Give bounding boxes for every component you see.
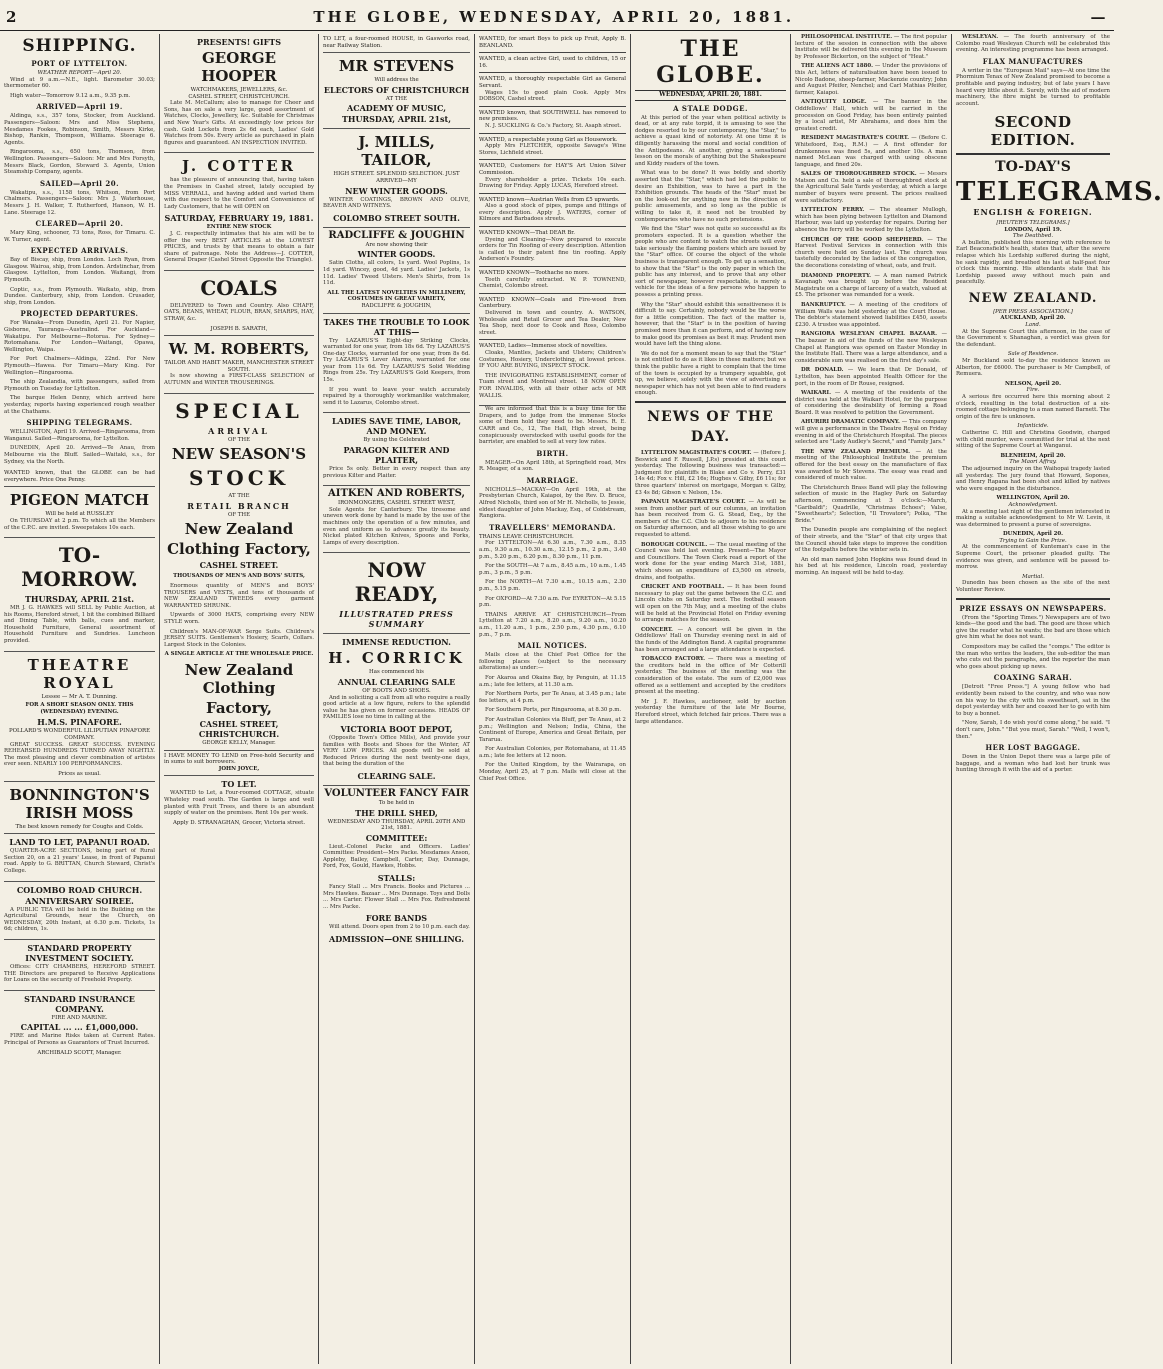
nelson-date: NELSON, April 20. [1005, 380, 1061, 387]
sarath-name: JOSEPH B. SARATH, [210, 325, 268, 332]
weather-line: WEATHER REPORT—April 20. [37, 70, 122, 76]
costumes: COSTUMES IN GREAT VARIETY, [347, 296, 446, 303]
trains-heading: TRAINS LEAVE CHRISTCHURCH. [479, 533, 574, 540]
pinafore-title: H.M.S. PINAFORE. [37, 717, 122, 728]
newspaper-title: THE GLOBE, WEDNESDAY, APRIL 20, 1881. [313, 8, 795, 26]
bonnington-sub: The best known remedy for Coughs and Colds. [15, 823, 144, 830]
volunteer-fair-ad: VOLUNTEER FANCY FAIR To be held in THE DRILL SHED, WEDNESDAY AND THURSDAY, APRIL 20TH AND 21st, 1881. COMMITTEE: Lieut.-Colonel Packe and Officers. Ladies' Committee: President—Mrs Packe. Mesdames Anson, Appleby, Bailey, Campbell, Carter, Day, Dunnage, Ford, Fox, Gould, Hawkes, Hobbs. STALLS: Fancy Stall ... Mrs Francis. Books and Pictures ... Mrs Hawkes. Bazaar ... Mrs Dunnage. Toys and Dolls ... Mrs Carter. Flower Stall ... Mrs Fox. Refreshment ... Mrs Packe. FORE BANDS Will attend. Doors open from 2 to 10 p.m. each day. ADMISSION—ONE SHILLING. [323, 787, 470, 945]
resident-court: RESIDENT MAGISTRATE'S COURT. [801, 135, 909, 142]
clothing-factory-ad: SPECIAL ARRIVAL OF THE NEW SEASON'S STOCK AT THE RETAIL BRANCH OF THE New Zealand Clothing Factory, CASHEL STREET. THOUSANDS OF MEN'S AND BOYS' SUITS, Enormous quantity of MEN'S and BOYS' TROUSERS and VESTS, and tens of thousands of NEW ZEALAND TWEEDS every garment WARRANTED SHRUNK. Upwards of 3000 HATS, comprising every NEW STYLE worn. Children's MAN-OF-WAR Serge Suits. Children's JERSEY SUITS. Gentlemen's Hosiery, Scarfs, Collars. Largest Stock in the Colonies. A SINGLE ARTICLE AT THE WHOLESALE PRICE. New Zealand Clothing Factory, CASHEL STREET, CHRISTCHURCH. GEORGE KELLY, Manager. [164, 394, 314, 751]
capital: CAPITAL ... ... £1,000,000. [20, 1022, 139, 1033]
roberts-sub: TAILOR AND HABIT MAKER, MANCHESTER STREET SOUTH. [164, 360, 314, 373]
drill-shed: THE DRILL SHED, [355, 807, 438, 818]
sales-title: SALES OF THOROUGHBRED STOCK. [801, 171, 917, 178]
retail-branch: RETAIL BRANCH [187, 500, 291, 511]
london-date: LONDON, April 19. [1004, 226, 1062, 233]
expected-text: Bay of Biscay, ship, from London. Loch Ryan, from Glasgow. Wairoa, ship, from London. Ardstinchar, from Glasgow. Lyttelton, from London. Waitangi, from Plymouth. Coptic, s.s., from Plymouth. Waikato, ship, from Dundee. Canterbury, ship, from London. Crusader, ship, from London. [4, 257, 155, 306]
annual-sale: ANNUAL CLEARING SALE [337, 676, 456, 687]
dunedin-date: DUNEDIN, April 20. [1002, 531, 1064, 538]
projected-text: For Wanaka—From Dunedin, April 21. For Napier, Gisborne, Tauranga—Australind. For Auckland—Wakatipu. For Melbourne—Rotorua. For Sydney—Rotomahana. For London—Waitangi, Opawa, Wellington, Waipa. For Port Chalmers—Aldinga, 22nd. For New Plymouth—Hawea. For Timaru—Mary King. For Wellington—Ringarooma. The ship Zealandia, with passengers, sailed from Plymouth on Tuesday for Lyttelton. The barque Helen Denny, which arrived here yesterday, reports having experienced rough weather at the Chathams. [4, 320, 155, 415]
bankruptcy-title: BANKRUPTCY. [801, 301, 846, 308]
stalls-heading: STALLS: [377, 873, 416, 884]
wanted-ad-5: WANTED, a respectable young Girl as Housework. [479, 136, 618, 143]
electors-title: ELECTORS OF CHRISTCHURCH [323, 84, 470, 95]
anniversary-title: ANNIVERSARY SOIREE. [25, 895, 134, 906]
radcliffe-ad: RADCLIFFE & JOUGHIN Are now showing their WINTER GOODS. Satin Cloths, all colors, 1s yard. Wool Poplins, 1s 1d yard. Wincey, good, 4d yard. Ladies' Jackets, 1s 11d. Ladies' Tweed Ulsters. Men's Shirts, from 1s 11d. ALL THE LATEST NOVELTIES IN MILLINERY, COSTUMES IN GREAT VARIETY, RADCLIFFE & JOUGHIN, [323, 228, 470, 314]
tomorrow-date: THURSDAY, APRIL 21st. [24, 594, 135, 605]
winter-goods-2: WINTER GOODS. [357, 249, 436, 260]
theatre-title: THEATRE ROYAL [27, 655, 132, 692]
ahuriri-title: AHURIRI DRAMATIC COMPANY. [801, 419, 900, 426]
page-number: 2 [6, 8, 17, 26]
corrick-title: H. CORRICK [328, 649, 465, 668]
boots-title: OF BOOTS AND SHOES. [362, 687, 431, 694]
lazarus-ad: TAKES THE TROUBLE TO LOOK AT THIS— Try LAZARUS'S Eight-day Striking Clocks, warranted for one year, from 18s 6d. Try LAZARUS'S One-day Clocks, warranted for one year, from 8s 6d. Try LAZARUS'S Lever Alarms, warranted for one year from 11s 6d. Try LAZARUS'S Solid Wedding Rings from 25s. Try LAZARUS'S Gold Keepers, from 15s. If you want to leave your watch accurately repaired by a thoroughly workmanlike watchmaker, send it to Lazarus, Colombo street. [323, 314, 470, 414]
pigeon-match-title: PIGEON MATCH [9, 491, 150, 510]
projected-heading: PROJECTED DEPARTURES. [20, 309, 139, 319]
aitken-ad: AITKEN AND ROBERTS, IRONMONGERS, CASHEL STREET WEST, Sole Agents for Canterbury. The tiresome and uneven work done by hand is made by the use of the machines only the operation of a few minutes, and even and uniform as to advance greatly its beauty. Nickel plated Kitchen Knives, Spoons and Forks, Lamps of every description. [323, 486, 470, 553]
wanted-globe-ad [4, 468, 155, 487]
column-5 [631, 34, 791, 1364]
editorial-text: At this period of the year when political activity is dead, or at any rate torpid, it is amusing to see the dodges resorted to by our contemporary, the "Star," to achieve a quasi kind of notoriety. At one time it is diligently harassing the moral and social condition of the Antipodeans. At another, giving a sensational lesson on the morals of anything but the Shakespeare and Kiddy readers of the town. What was to be done? It was boldly and shortly asserted that the "Star," which had led the public to desire an Exhibition, was to have a part in the Exhibition grounds. The heads of the "Star" must be on the look-out for anything new in the direction of public amusements, and so long as the public is willing to take it, it need not be troubled by contemporaries who have no such pretensions. We find the "Star" was not quite so successful as its promoters expected. It is a question whether the people who are content to watch the streets will ever take seriously the flaming posters which are issued by the "Star" office. Of course the object of the whole business is transparent enough. To get up a sensation, to show that the "Star" is the only paper in which the public has any interest, and to prove that any other sort of newspaper, however respectable, is merely a vehicle for the ideas of a few persons who happen to possess a printing press. Why the "Star" should exhibit this sensitiveness it is difficult to say. Certainly, nobody would be the worse for a little competition. The fact of the matter is, however, that the "Star" is in the position of having promised more than it can perform, and of having now to make good its promises as best it may. Prudent men would have left the thing alone. We do not for a moment mean to say that the "Star" is not entitled to do as it likes in these matters; but we think the public have a right to complain that the time of the town is occupied by a trumpery squabble, got up, we believe, solely with the view of advertising a newspaper which has not yet been able to find readers enough. [635, 114, 786, 397]
wanted-ad-4: WANTED known, that SOUTHWELL has removed to new premises. [479, 109, 626, 123]
acknowledgment-title: Acknowledgment. [1008, 501, 1058, 508]
birth-text: MEAGER—On April 18th, at Springfield road, Mrs R. Meager, of a son. [479, 459, 626, 473]
roberts-ad: W. M. ROBERTS, TAILOR AND HABIT MAKER, MANCHESTER STREET SOUTH. Is now showing a FIRST-CLASS SELECTION of AUTUMN and WINTER TROUSERINGS. [164, 336, 314, 393]
flax-text: A writer in the "European Mail" says—At one time the Phormium Tenax of New Zealand promised to become a profitable and paying industry, but of late years I have heard very little about it. Surely, with the aid of modern machinery, the fibre might be turned to profitable account. [956, 67, 1110, 107]
standard-insurance-ad: STANDARD INSURANCE COMPANY. FIRE AND MARINE. CAPITAL ... ... £1,000,000. FIRE and Marine Risks taken at Current Rates. Principal of Persons as Guarantors of Trust Incurred. ARCHIBALD SCOTT, Manager. [4, 993, 155, 1056]
stale-dodge-heading: A STALE DODGE. [673, 103, 748, 113]
cricket-football: CRICKET AND FOOTBALL. [641, 584, 725, 591]
column-2 [160, 34, 319, 1364]
column-6 [791, 34, 952, 1364]
globe-title: THE GLOBE. [656, 36, 765, 88]
entire-stock: ENTIRE NEW STOCK [206, 224, 272, 231]
premium-title: THE NEW ZEALAND PREMIUM. [801, 448, 911, 455]
wanted-ad-6: WANTED, Customers for HAY'S Art Union Silver Commission. [479, 163, 626, 176]
diamond-title: DIAMOND PROPERTY. [801, 272, 872, 279]
infanticide-title: Infanticide. [1017, 423, 1049, 430]
jmills-title: J. MILLS, TAILOR, [358, 133, 435, 170]
stevens-ad: MR STEVENS Will address the ELECTORS OF CHRISTCHURCH AT THE ACADEMY OF MUSIC, THURSDAY, APRIL 21st, [323, 53, 470, 129]
lazarus-title: TAKES THE TROUBLE TO LOOK AT THIS— [323, 316, 470, 337]
theatre-ad: THEATRE ROYAL Lessee — Mr A. T. Dunning. FOR A SHORT SEASON ONLY. THIS (WEDNESDAY) EVENING. H.M.S. PINAFORE. POLLARD'S WONDERFUL LILIPUTIAN PINAFORE COMPANY. GREAT SUCCESS. GREAT SUCCESS. EVENING REHEARSED HUNDREDS TURNED AWAY NIGHTLY. The most pleasing and clever combination of artistes ever seen. NEARLY 100 PERFORMANCES. Prices as usual. [4, 652, 155, 782]
wanted-ad-11: WANTED, Ladies—Immense stock of novelties. [479, 343, 608, 350]
nz-clothing-title: New Zealand Clothing [184, 660, 294, 697]
hooper-cashel: CASHEL STREET, CHRISTCHURCH. [188, 93, 290, 100]
mail-text: Mails close at the Chief Post Office for the following places (subject to the necessary alterations) as under:— For Akaroa and Okains Bay, by Penguin, at 11.15 a.m.; late fee letters, at 11.30 a.m. For Northern Ports, per Te Anau, at 3.45 p.m.; late fee letters, at 4 p.m. For Southern Ports, per Ringarooma, at 8.30 p.m. For Australian Colonies via Bluff, per Te Anau, at 2 p.m.; Wellington and Nelson; India, China, the Continent of Europe, America and Great Britain, per Tararua. For Australian Colonies, per Rotomahana, at 11.45 a.m.; late fee letters at 12 noon. For the United Kingdom, by the Wairarapa, on Monday, April 25, at 7 p.m. Mails will close at the Chief Post Office. [479, 652, 626, 782]
stranaghan: Apply D. STRANAGHAN, Grocer, Victoria street. [172, 819, 306, 826]
cashel-street: CASHEL STREET. [199, 560, 279, 571]
wanted-ad-3: WANTED, a thoroughly respectable Girl as General Servant. [479, 76, 626, 89]
saturday-date: SATURDAY, FEBRUARY 19, 1881. [164, 213, 314, 224]
standard-property-ad: STANDARD PROPERTY INVESTMENT SOCIETY. Offices: CITY CHAMBERS, HEREFORD STREET. THE Directors are prepared to Receive Applications for Loans on the security of Freehold Property. [4, 940, 155, 991]
cotter-title: J. COTTER [181, 157, 297, 176]
arrived-heading: ARRIVED—April 19. [36, 102, 123, 112]
lyttelton-court: LYTTELTON MAGISTRATE'S COURT. [641, 449, 752, 456]
london-text: A bulletin, published this morning with reference to Earl Beaconsfield's health, states that, after the severe relapse which his Lordship suffered during the night, he sank rapidly, and breathed his last at half-past four o'clock this morning. His attendants state that his Lordship passed away without much pain and peacefully. [956, 239, 1110, 286]
deathbed-title: The Deathbed. [1012, 233, 1054, 240]
money-lend-text: I HAVE MONEY TO LEND on Free-hold Security and in sums to suit borrowers. [164, 752, 314, 766]
fancy-fair-notice: We are informed that this is a busy time for the Drapers, and to judge from the immense Stocks some of them hold they need to be. Messrs. R. E. CARR and Co., 12, The Hall, High street, being conspicuously overstocked with useful goods for the barrister, are enabled to sell at very low rates. [479, 406, 626, 446]
columns [0, 34, 1163, 1364]
prices: Prices as usual. [58, 771, 101, 777]
wanted-ad-9: WANTED KNOWN—Toothache no more. [479, 270, 590, 277]
boys-suits: THOUSANDS OF MEN'S AND BOYS' SUITS, [173, 573, 305, 580]
academy-title: ACADEMY OF MUSIC, [347, 103, 446, 114]
shipping-text: Wind at 9 a.m.—N.E., light. Barometer 30.03; thermometer 60. High water—Tomorrow 9.12 a.m., 9.35 p.m. [4, 76, 155, 99]
wanted-ad-8: WANTED KNOWN—That DEAR Br. [479, 230, 576, 237]
waikari-title: WAIKARI. [801, 390, 831, 397]
committee-heading: COMMITTEE: [365, 832, 428, 843]
tobacco-factory: TOBACCO FACTORY. [641, 656, 705, 663]
wanted-ad-10: WANTED KNOWN—Coals and Fire-wood from Canterbury. [479, 296, 626, 310]
corrick-ad: IMMENSE REDUCTION. H. CORRICK Has commenced his ANNUAL CLEARING SALE OF BOOTS AND SHOES. And in soliciting a call from all who require a really good article at a low figure, refers to the splendid value he has given on former occasions. HEADS OF FAMILIES lose no time in calling at the VICTORIA BOOT DEPOT, (Opposite Town's Office Mills), And provide your families with Boots and Shoes for the Winter, AT VERY LOW PRICES. All goods will be sold at Reduced Prices during the next twenty-one days, that being the duration of the CLEARING SALE. [323, 634, 470, 786]
papanui-court: PAPANUI MAGISTRATE'S COURT. [641, 499, 746, 506]
volunteer-title: VOLUNTEER FANCY FAIR [324, 787, 469, 799]
expected-heading: EXPECTED ARRIVALS. [30, 246, 129, 256]
concert-title: CONCERT. [641, 626, 673, 633]
wanted-ad-1: WANTED, for smart Boys to pick up Fruit, Apply B. BEANLAND. [479, 36, 626, 49]
coals-title: COALS [200, 275, 278, 300]
sailed-text: Wakatipu, s.s., 1158 tons, Whitson, from Port Chalmers. Passengers—Saloon: Mrs J. Waterhouse, Messrs J. H. Walker, T. Rutherford, Hanson, W. H. Lane. Steerage 12. [4, 189, 155, 216]
victoria-boot: VICTORIA BOOT DEPOT, [340, 723, 453, 734]
now-ready-title: NOW READY, [354, 558, 439, 607]
todays-title: TO-DAY'S [995, 159, 1071, 176]
masthead [0, 4, 1114, 31]
radcliffe-2: RADCLIFFE & JOUGHIN, [361, 302, 432, 309]
nz-title: New Zealand [184, 520, 294, 539]
paragon-ad: LADIES SAVE TIME, LABOR, AND MONEY. By using the Celebrated PARAGON KILTER AND PLAITER, Price 5s only. Better in every respect than any previous Kilter and Plaiter. [323, 413, 470, 486]
money-lend-ad [164, 751, 314, 777]
english-foreign: ENGLISH & FOREIGN. [973, 207, 1093, 218]
tomorrow-ad: TO-MORROW. THURSDAY, APRIL 21st. MR J. G. HAWKES will SELL by Public Auction, at his Rooms, Hereford street, 1 bit the combined Billiard and Dining Table, with balls, cues and marker, Household Furniture, General assortment of Household Furniture and Sundries. Luncheon provided. [4, 538, 155, 652]
pigeon-match-place: Will be held at RUSSLEY [45, 511, 114, 518]
prize-essays-text: (From the "Sporting Times.") Newspapers are of two kinds—the good and the bad. The good are those which give the reader what he wants; the bad are those which give him what he does not want. Compositors may be called the "comps." The editor is the man who writes the leaders, the sub-editor the man who cuts out the paragraphs, and the reporter the man who goes about picking up news. [956, 614, 1110, 670]
wanted-ad-2: WANTED, a clean active Girl, used to children, 15 or 16. [479, 56, 626, 69]
travellers-heading: TRAVELLERS' MEMORANDA. [489, 522, 616, 532]
now-ready-ad [323, 553, 470, 634]
clothing-title: Clothing Factory, [167, 540, 311, 559]
winter-goods: NEW WINTER GOODS. [345, 185, 448, 196]
column-3 [319, 34, 475, 1364]
to-let-house-ad [323, 34, 470, 53]
sale-residence: Sale of Residence. [1007, 351, 1059, 358]
column-4 [475, 34, 631, 1364]
aliens-title: THE ALIENS ACT 1880. [801, 63, 874, 70]
shipping-telegrams-text: WELLINGTON, April 19. Arrived—Ringarooma, from Wanganui. Sailed—Ringarooma, for Lyttelton. DUNEDIN, April 20. Arrived—Te Anau, from Melbourne via the Bluff. Sailed—Waitaki, s.s., for Sydney, via the North. [4, 429, 155, 465]
george-kelly: GEORGE KELLY, Manager. [202, 739, 276, 746]
standard-insurance-title: STANDARD INSURANCE COMPANY. [24, 993, 135, 1014]
globe-dateline: WEDNESDAY, APRIL 20, 1881. [635, 90, 786, 101]
society-title: ANTIQUITY LODGE. [801, 99, 867, 106]
cashel-christchurch: CASHEL STREET, CHRISTCHURCH. [198, 718, 280, 739]
second-edition: SECOND EDITION. [990, 113, 1076, 150]
press-assoc: [PER PRESS ASSOCIATION.] [993, 308, 1073, 315]
radcliffe-title: RADCLIFFE & JOUGHIN [328, 229, 465, 241]
shipping-telegrams-heading: SHIPPING TELEGRAMS. [26, 418, 133, 428]
pollards-title: POLLARD'S WONDERFUL LILIPUTIAN PINAFORE COMPANY. [9, 728, 150, 742]
martial-title: Martial. [1022, 573, 1044, 580]
auckland-date: AUCKLAND, April 20. [1000, 315, 1066, 322]
reduction-title: IMMENSE REDUCTION. [342, 637, 451, 648]
paragon-title: PARAGON KILTER AND PLAITER, [343, 445, 450, 466]
tomorrow-title: TO-MORROW. [21, 543, 138, 592]
bonnington-ad [4, 782, 155, 835]
sailed-heading: SAILED—April 20. [39, 178, 120, 188]
stock-title: STOCK [188, 466, 290, 491]
wanted-globe-text: WANTED known, that the GLOBE can be had everywhere. Price One Penny. [4, 470, 155, 483]
colombo-road-title: COLOMBO ROAD CHURCH. [16, 884, 143, 895]
rangiora-title: RANGIORA WESLEYAN CHAPEL BAZAAR. [801, 331, 937, 338]
mills-ad: J. MILLS, TAILOR, HIGH STREET. SPLENDID SELECTION. JUST ARRIVED—MY NEW WINTER GOODS. WINTER COATINGS, BROWN AND OLIVE, BEAVER AND WITNEYS. COLOMBO STREET SOUTH. [323, 129, 470, 227]
lyttelton-ferry: LYTTELTON FERRY. [801, 207, 865, 214]
to-let-house-text: TO LET, a four-roomed HOUSE, in Gasworks road, near Railway Station. [323, 36, 470, 49]
borough-council: BOROUGH COUNCIL. [641, 541, 708, 548]
masthead-right: — [1090, 8, 1106, 26]
prize-essays-heading: PRIZE ESSAYS ON NEWSPAPERS. [959, 603, 1107, 613]
stevens-title: MR STEVENS [338, 57, 455, 76]
john-joyce: JOHN JOYCE, [218, 765, 260, 772]
fair-dates: WEDNESDAY AND THURSDAY, APRIL 20TH AND 21st, 1881. [327, 818, 466, 832]
coals-ad: COALS DELIVERED to Town and Country. Also CHAFF, OATS, BEANS, WHEAT, FLOUR, BRAN, SHARPS, HAY, STRAW, &c. JOSEPH B. SARATH, [164, 271, 314, 336]
manager: ARCHIBALD SCOTT, Manager. [37, 1049, 122, 1056]
colombo-road-ad: COLOMBO ROAD CHURCH. ANNIVERSARY SOIREE. A PUBLIC TEA will be held in the Building on the Agricultural Grounds, near the Church, on WEDNESDAY, 20th Instant, at 6.30 p.m. Tickets, 1s 6d; children, 1s. [4, 882, 155, 940]
trying-title: Trying to Gain the Prize. [999, 537, 1067, 544]
hooper-ad: PRESENTS! GIFTS GEORGE HOOPER WATCHMAKERS, JEWELLERS, &c. CASHEL STREET, CHRISTCHURCH. Late M. McCallum; also to manage for Cheer and Sons, has on sale a very large, good assortment of Watches, Clocks, Jewellery, &c. Suitable for Christmas and New Year's Gifts. At exceedingly low prices for cash. Gold Lockets from 2s 6d each, Ladies' Gold Watches from 50s. Every article as purchased in plain figures and guaranteed. AN INSPECTION INVITED. [164, 34, 314, 153]
arrival-title: ARRIVAL [208, 425, 270, 436]
standard-property-title: STANDARD PROPERTY INVESTMENT SOCIETY. [25, 942, 134, 963]
blenheim-date: BLENHEIM, April 20. [1000, 452, 1066, 459]
clearing-sale: CLEARING SALE. [357, 770, 436, 781]
to-let-ad: TO LET. WANTED to Let, a Four-roomed COTTAGE, situate Whateley road south. The Garden is large and well planted with Fruit Trees, and there is an abundant supply of water on the premises. Rent 10s per week. Apply D. STRANAGHAN, Grocer, Victoria street. [164, 779, 314, 826]
aitken-title: AITKEN AND ROBERTS, [328, 488, 465, 500]
special-title: SPECIAL [175, 398, 303, 423]
news-text: LYTTELTON MAGISTRATE'S COURT. — (Before J. Beswick and F. Russell, J.P.s) presided at this court yesterday. The following business was transacted:—Judgment for plaintiffs in Blake and Co v. Perry, £31 14s 4d; Fox v. Hill, £2 16s; Hughes v. Gilby, £6 11s; for three quarters' interest on mortgage, Morgan v. Gilby, £3 4s 8d; Gibson v. Nelson, 15s. PAPANUI MAGISTRATE'S COURT. — As will be seen from another part of our columns, an invitation has been received from G. G. Stead, Esq., by the members of the C.C. Club to adjourn to his residence on Saturday afternoon, and all those wishing to go are requested to attend. BOROUGH COUNCIL. — The usual meeting of the Council was held last evening. Present—The Mayor and Councillors. The Town Clerk read a report of the work done for the year ending March 31st, 1881, which shows an expenditure of £3,500 on streets, drains, and footpaths. CRICKET AND FOOTBALL. — It has been found necessary to play out the game between the C.C. and Lincoln clubs on Saturday next. The football season will open on the 7th May, and a meeting of the clubs will be held at the Provincial Hotel on Friday evening to arrange matches for the season. CONCERT. — A concert will be given in the Oddfellows' Hall on Thursday evening next in aid of the funds of the Addington Band. A capital programme has been arranged and a large attendance is expected. TOBACCO FACTORY. — There was a meeting of the creditors held in the office of Mr Cotterill yesterday. The business of the meeting was the consideration of the estate. The sum of £2,000 was offered as a settlement and accepted by the creditors present at the meeting. Mr J. F. Hawkes, auctioneer, sold by auction yesterday the furniture of the late Mr Bourne, Hereford street, which fetched fair prices. There was a large attendance. [635, 449, 787, 725]
george-hooper: GEORGE HOOPER [201, 49, 277, 85]
news-heading: NEWS OF THE DAY. [647, 408, 774, 445]
philosophical-title: PHILOSOPHICAL INSTITUTE. [801, 34, 893, 40]
wm-roberts: W. M. ROBERTS, [168, 340, 310, 359]
thursday-date: THURSDAY, APRIL 21st, [341, 114, 452, 125]
watchmakers: WATCHMAKERS, JEWELLERS, &c. [190, 87, 288, 93]
cotter-ad: J. COTTER has the pleasure of announcing that, having taken the Premises in Cashel street, lately occupied by MISS VERRALL, and having added and varied them with due respect to the Comfort and Convenience of Lady Customers, that he will OPEN on SATURDAY, FEBRUARY 19, 1881. ENTIRE NEW STOCK J. C. respectfully intimates that his aim will be to offer the very BEST ARTICLES at the LOWEST PRICES, and trusts by that means to obtain a fair share of patronage. Note the Address—J. COTTER, General Draper (Cashel Street Opposite the Triangle). [164, 153, 314, 271]
column-6-text: PHILOSOPHICAL INSTITUTE. — The first popular lecture of the session in connection with the above Institute will be delivered this evening in the Museum by Professor Bickerton, on the subject of "Heat." THE ALIENS ACT 1880. — Under the provisions of this Act, letters of naturalisation have been issued to Nicolo Badone, sheep-farmer, Mackenzie country; John and August Pfeifer, Nenchel; and Carl Mathias Pfeifer, farmer, Kaiapoi. ANTIQUITY LODGE. — The banner in the Oddfellows' Hall, which will be carried in the procession on Good Friday, has been entirely painted by a local artist, Mr Abrahams, and does him the greatest credit. RESIDENT MAGISTRATE'S COURT. — (Before C. Whitefoord, Esq., R.M.) — A first offender for drunkenness was fined 5s, and another 10s. A man named McLean was charged with using obscene language, and fined 20s. SALES OF THOROUGHBRED STOCK. — Messrs Matson and Co. held a sale of thoroughbred stock at the Agricultural Sale Yards yesterday, at which a large number of buyers were present. The prices realised were satisfactory. LYTTELTON FERRY. — The steamer Mullogh, which has been plying between Lyttelton and Diamond Harbour, was laid up yesterday for repairs. During her absence the ferry will be worked by the Lyttelton. CHURCH OF THE GOOD SHEPHERD. — The Harvest Festival Services in connection with this church were held on Sunday last. The church was tastefully decorated by the ladies of the congregation, the decorations consisting of wheat, oats, and fruit. DIAMOND PROPERTY. — A man named Patrick Kavanagh was brought up before the Resident Magistrate on a charge of larceny of a watch, valued at £5. The prisoner was remanded for a week. BANKRUPTCY. — A meeting of the creditors of William Walls was held yesterday at the Court House. The debtor's statement showed liabilities £450, assets £230. A trustee was appointed. RANGIORA WESLEYAN CHAPEL BAZAAR. — The bazaar in aid of the funds of the new Wesleyan Chapel at Rangiora was opened on Easter Monday in the Institute Hall. There was a large attendance, and a considerable sum was realised on the first day's sale. DR DONALD. — We learn that Dr Donald, of Lyttelton, has been appointed Health Officer for the port, in the room of Dr Rouse, resigned. WAIKARI. — A meeting of the residents of the district was held at the Waikari Hotel, for the purpose of considering the desirability of forming a Road Board. It was resolved to petition the Government. AHURIRI DRAMATIC COMPANY. — This company will give a performance in the Theatre Royal on Friday evening in aid of the Christchurch Hospital. The pieces selected are "Lady Audley's Secret," and "Family Jars." THE NEW ZEALAND PREMIUM. — At the meeting of the Philosophical Institute the premium offered for the best essay on the manufacture of flax was awarded to Mr Stevens. The essay was read and considered of much value. The Christchurch Brass Band will play the following selection of music in the Hagley Park on Saturday afternoon, commencing at 3 o'clock:—March, "Garibaldi"; Quadrille, "Christmas Echoes"; Valse, "Sweethearts"; Selection, "Il Trovatore"; Polka, "The Bride." The Dunedin people are complaining of the neglect of their streets, and the "Star" of that city urges that the Council should take steps to improve the condition of the footpaths before the winter sets in. An old man named John Hopkins was found dead in his bed at his residence, Lincoln road, yesterday morning. An inquest will be held to-day. [795, 34, 948, 576]
column-1 [0, 34, 160, 1364]
theatre-lessee: Lessee — Mr A. T. Dunning. [41, 693, 118, 700]
reuters-tag: [REUTER'S TELEGRAMS.] [996, 219, 1070, 226]
telegrams-title: TELEGRAMS. [956, 177, 1163, 208]
colombo-south: COLOMBO STREET SOUTH. [333, 212, 460, 223]
illustrated-title: ILLUSTRATED PRESS SUMMARY [339, 609, 454, 630]
dr-donald: DR DONALD. [801, 367, 844, 374]
fire-title: Fire. [1026, 387, 1040, 394]
cleared-text: Mary King, schooner, 73 tons, Ross, for Timaru. C. W. Turner, agent. [4, 230, 155, 243]
land-to-let-title: LAND TO LET, PAPANUI ROAD. [9, 837, 150, 848]
birth-heading: BIRTH. [536, 448, 569, 458]
admission: ADMISSION—ONE SHILLING. [328, 934, 465, 945]
factory-title: Factory, [205, 698, 273, 717]
port-heading: PORT OF LYTTELTON. [31, 59, 128, 68]
ironmongers: IRONMONGERS, CASHEL STREET WEST, [337, 500, 456, 507]
coaxing-heading: COAXING SARAH. [993, 673, 1073, 683]
her-lost-text: Down in the Union Depot there was a large pile of baggage, and a woman who had lost her trunk was hunting through it with the aid of a porter. [956, 754, 1110, 774]
presents-title: PRESENTS! GIFTS [197, 37, 281, 47]
land-title: Land. [1025, 322, 1041, 329]
to-let-title: TO LET. [221, 779, 257, 790]
mail-heading: MAIL NOTICES. [517, 641, 588, 651]
column-7: WESLEYAN. — The fourth anniversary of the Colombo road Wesleyan Church will be celebrated this evening. An interesting programme has been arranged. FLAX MANUFACTURES A writer in the "European Mail" says—At one time the Phormium Tenax of New Zealand promised to become a profitable and paying industry, but of late years I have heard very little about it. Surely, with the aid of modern machinery, the fibre might be turned to profitable account. SECOND EDITION. TO-DAY'S TELEGRAMS. ENGLISH & FOREIGN. [REUTER'S TELEGRAMS.] LONDON, April 19. The Deathbed. A bulletin, published this morning with reference to Earl Beaconsfield's health, states that, after the severe relapse which his Lordship suffered during the night, he sank rapidly, and breathed his last at half-past four o'clock this morning. His attendants state that his Lordship passed away without much pain and peacefully. NEW ZEALAND. [PER PRESS ASSOCIATION.] AUCKLAND, April 20. Land. At the Supreme Court this afternoon, in the case of the Government v. Shanaghan, a verdict was given for the defendant. Sale of Residence. Mr Buckland sold to-day the residence known as Alberton, for £6000. The purchaser is Mr Campbell, of Remuera. NELSON, April 20. Fire. A serious fire occurred here this morning about 2 o'clock, resulting in the total destruction of a six-roomed cottage belonging to a man named Barnett. The origin of the fire is unknown. Infanticide. Catherine C. Hill and Christina Goodwin, charged with child murder, were committed for trial at the next sitting of the Supreme Court at Wanganui. BLENHEIM, April 20. The Maori Affray. The adjourned inquiry on the Waihopai tragedy lasted all yesterday. The jury found that Howard, Sopones, and Henry Rapana had been shot and killed by natives who were engaged in the disturbance. WELLINGTON, April 20. Acknowledgment. At a meeting last night of the gentlemen interested in making a suitable acknowledgment to Mr W. Levin, it was determined to present a purse of sovereigns. DUNEDIN, April 20. Trying to Gain the Prize. At the commencement of Kunteman's case in the Supreme Court, the prisoner pleaded guilty. The evidence was given, and sentence will be passed to-morrow. Martial. Dunedin has been chosen as the site of the next Volunteer Review. PRIZE ESSAYS ON NEWSPAPERS. (From the "Sporting Times.") Newspapers are of two kinds—the good and the bad. The good are those which give the reader what he wants; the bad are those which give him what he does not want. Compositors may be called the "comps." The editor is the man who writes the leaders, the sub-editor the man who cuts out the paragraphs, and the reporter the man who goes about picking up news. COAXING SARAH. [Detroit "Free Press."] A young fellow who had evidently been raised to the country, and who was now on his way to the city with his sweetheart, sat in the depot yesterday with her and coaxed her to go with him to buy a bonnet. "Now, Sarah, I do wish you'd come along," he said. "I don't care, John." "But you must, Sarah." "Well, I won't, then." HER LOST BAGGAGE. Down in the Union Depot there was a large pile of baggage, and a woman who had lost her trunk was hunting through it with the aid of a porter. [956, 34, 1163, 774]
arrived-text: Aldinga, s.s., 357 tons, Stocker, from Auckland. Passengers—Saloon: Mrs and Miss Stephens, Mesdames Fookes, Robinson, Smith, Messrs Kirke, Bishop, Rankin, Thompson, Williams. Steerage 6. Agents. Ringarooma, s.s., 650 tons, Thomson, from Wellington. Passengers—Saloon: Mr and Mrs Forsyth, Messrs Black, Gordon, Steward 3. Agents, Union Steamship Company, agents. [4, 113, 155, 176]
latest-novelties: ALL THE LATEST NOVELTIES IN MILLINERY, [327, 289, 466, 296]
wesleyan-text: WESLEYAN. — The fourth anniversary of the Colombo road Wesleyan Church will be celebrated this evening. An interesting programme has been arranged. [956, 34, 1110, 54]
trains-text: For LYTTELTON—At 6.30 a.m., 7.30 a.m., 8.35 a.m., 9.30 a.m., 10.30 a.m., 12.15 p.m., 2 p.m., 3.40 p.m., 5.20 p.m., 6.20 p.m., 8.30 p.m., 11 p.m. For the SOUTH—At 7 a.m., 8.45 a.m., 10 a.m., 1.45 p.m., 3 p.m., 5 p.m. For the NORTH—At 7.30 a.m., 10.15 a.m., 2.30 p.m., 5.15 p.m. For OXFORD—At 7.30 a.m. For EYRETON—At 5.15 p.m. TRAINS ARRIVE AT CHRISTCHURCH—From Lyttelton at 7.20 a.m., 8.20 a.m., 9.20 a.m., 10.20 a.m., 11.20 a.m., 1 p.m., 2.50 p.m., 4.30 p.m., 6.10 p.m., 7 p.m. [479, 540, 626, 638]
church-title: CHURCH OF THE GOOD SHEPHERD. [801, 236, 924, 243]
wesleyan-title: WESLEYAN. [962, 34, 999, 40]
marriage-heading: MARRIAGE. [526, 475, 579, 485]
new-seasons: NEW SEASON'S [171, 445, 307, 464]
bonnington-title: BONNINGTON'S IRISH MOSS [9, 785, 150, 822]
wellington-date: WELLINGTON, April 20. [996, 495, 1070, 502]
fore-bands: FORE BANDS [365, 913, 428, 924]
pigeon-match-ad: PIGEON MATCH Will be held at RUSSLEY On THURSDAY at 2 p.m. To which all the Members of the C.P.C. are invited. Sweepstakes 10s each. [4, 487, 155, 538]
wanted-ads: WANTED, for smart Boys to pick up Fruit, Apply B. BEANLAND. WANTED, a clean active Girl, used to children, 15 or 16. WANTED, a thoroughly respectable Girl as General Servant. Wages 15s to good plain Cook. Apply Mrs DOBSON, Cashel street. WANTED known, that SOUTHWELL has removed to new premises. N. J. SUCKLING & Co.'s Factory, St. Asaph street. WANTED, a respectable young Girl as Housework. Apply Mrs FLETCHER, opposite Savage's Wine Stores, Lichfield street. WANTED, Customers for HAY'S Art Union Silver Commission. Every shareholder a prize. Tickets 10s each. Drawing for Friday. Apply LUCAS, Hereford street. WANTED known—Austrian Wells from £5 upwards. Also a good stock of pipes, pumps and fittings of every description. Apply J. WATERS, corner of Kilmore and Barbadoes streets. WANTED KNOWN—That DEAR Br. Dyeing and Cleaning—Now prepared to execute orders for Tin Roofing of every description. Attention is called to their patent fine tin roofing. Apply Anderson's Foundry. WANTED KNOWN—Toothache no more. Teeth carefully extracted. W. P. TOWNEND, Chemist, Colombo street. WANTED KNOWN—Coals and Fire-wood from Canterbury. Delivered in town and country. A. WATSON, Wholesale and Retail Grocer and Tea Dealer, New Tea Shop, next door to Cook and Ross, Colombo street. WANTED, Ladies—Immense stock of novelties. Cloaks, Mantles, Jackets and Ulsters; Children's Costumes, Hosiery, Underclothing, at lowest prices. IF YOU ARE BUYING, INSPECT STOCK. THE INVIGORATING ESTABLISHMENT, corner of Tuam street and Montreal street. 18 NOW OPEN FOR INVALIDS, with all their other acts of MR WALLIS. [479, 34, 626, 406]
cleared-heading: CLEARED—April 20. [35, 219, 124, 229]
maori-title: The Maori Affray. [1009, 459, 1057, 466]
her-lost-heading: HER LOST BAGGAGE. [985, 743, 1081, 753]
wanted-ad-7: WANTED known—Austrian Wells from £5 upwards. [479, 196, 620, 203]
shipping-heading: SHIPPING. [22, 36, 137, 56]
coaxing-text: [Detroit "Free Press."] A young fellow who had evidently been raised to the country, and who was now on his way to the city with his sweetheart, sat in the depot yesterday with her and coaxed her to go with him to buy a bonnet. "Now, Sarah, I do wish you'd come along," he said. "I don't care, John." "But you must, Sarah." "Well, I won't, then." [956, 684, 1110, 740]
flax-heading: FLAX MANUFACTURES [982, 56, 1084, 66]
ladies-save: LADIES SAVE TIME, LABOR, AND MONEY. [331, 416, 462, 437]
land-to-let-ad: LAND TO LET, PAPANUI ROAD. QUARTER-ACRE SECTIONS, being part of Rural Section 20, on a 21 years' Lease, in front of Papanui road. Apply to G. BRITTAN, Church Steward, Christ's College. [4, 834, 155, 881]
nz-heading: NEW ZEALAND. [968, 290, 1098, 306]
wholesale-note: A SINGLE ARTICLE AT THE WHOLESALE PRICE. [164, 651, 314, 658]
marriage-text: NICHOLLS—MACKAY—On April 19th, at the Presbyterian Church, Kaiapoi, by the Rev. D. Bruce, Alfred Nicholls, third son of Mr H. Nicholls, to Jessie, eldest daughter of John Mackay, Esq., of Coldstream, Rangiora. [479, 486, 626, 520]
fire-marine: FIRE AND MARINE. [51, 1014, 108, 1021]
